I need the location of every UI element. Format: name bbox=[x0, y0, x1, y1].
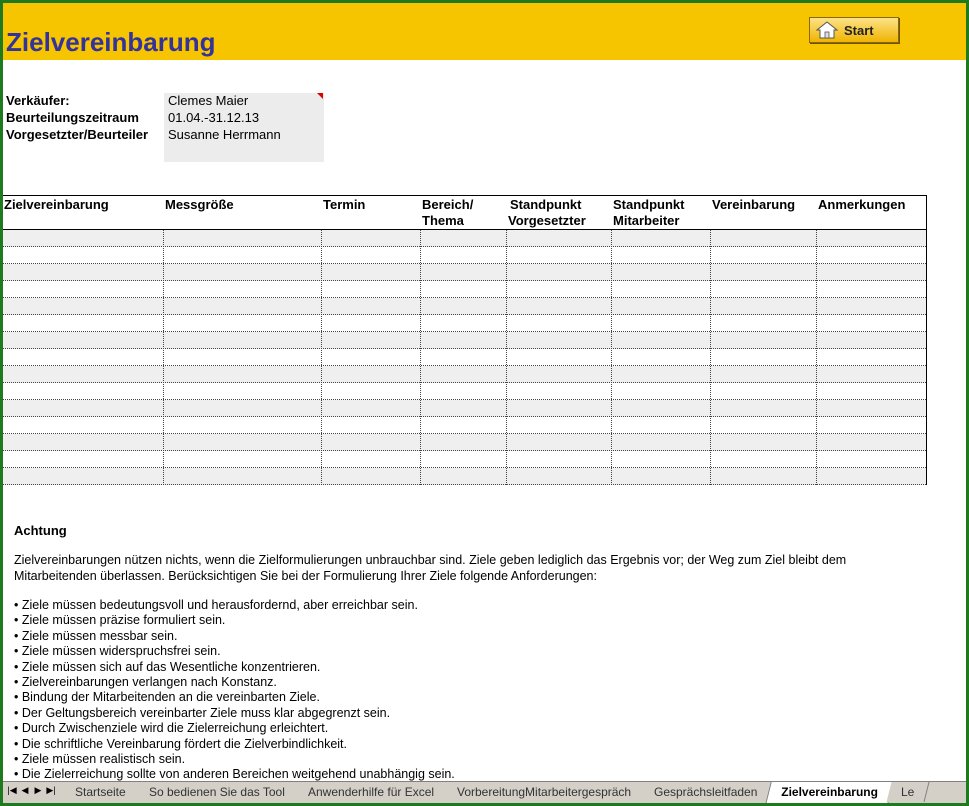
table-row[interactable] bbox=[3, 247, 926, 264]
start-button[interactable] bbox=[809, 17, 899, 43]
table-row[interactable] bbox=[3, 264, 926, 281]
list-item: • Bindung der Mitarbeitenden an die vereinbarten Ziele. bbox=[14, 690, 320, 705]
start-button-label: Start bbox=[844, 22, 874, 38]
list-item: • Der Geltungsbereich vereinbarter Ziele muss klar abgegrenzt sein. bbox=[14, 705, 391, 720]
list-item: • Ziele müssen realistisch sein. bbox=[14, 752, 186, 767]
next-sheet-icon[interactable]: ▶ bbox=[34, 785, 42, 795]
table-row[interactable] bbox=[3, 349, 926, 366]
column-divider bbox=[163, 230, 164, 485]
prev-sheet-icon[interactable]: ◀ bbox=[21, 785, 29, 795]
column-header-anmerkungen: Anmerkungen bbox=[818, 197, 906, 212]
header-band bbox=[3, 3, 966, 60]
column-divider bbox=[611, 230, 612, 485]
tab-sheet[interactable] bbox=[293, 782, 449, 802]
table-row[interactable] bbox=[3, 434, 926, 451]
list-item: • Ziele müssen präzise formuliert sein. bbox=[14, 613, 226, 628]
tab-label: Anwenderhilfe für Excel bbox=[307, 785, 434, 799]
column-header-messgroesse: Messgröße bbox=[165, 197, 234, 212]
tab-label: VorbereitungMitarbeitergespräch bbox=[456, 785, 631, 799]
column-header-standpunkt-vorgesetzter: Standpunkt Vorgesetzter bbox=[508, 197, 586, 228]
tab-sheet[interactable] bbox=[442, 782, 646, 802]
info-label: Vorgesetzter/Beurteiler bbox=[6, 127, 149, 142]
sheet-tabs bbox=[65, 782, 927, 804]
list-item: • Zielvereinbarungen verlangen nach Konstanz. bbox=[14, 675, 277, 690]
page-title: Zielvereinbarung bbox=[6, 27, 216, 57]
column-header-bereich: Bereich/ Thema bbox=[422, 197, 474, 228]
column-divider bbox=[321, 230, 322, 485]
first-sheet-icon[interactable]: |◀ bbox=[7, 785, 17, 795]
column-divider bbox=[420, 230, 421, 485]
info-value[interactable]: 01.04.-31.12.13 bbox=[168, 110, 260, 125]
column-header-standpunkt-mitarbeiter: Standpunkt Mitarbeiter bbox=[613, 197, 685, 228]
comment-indicator[interactable] bbox=[317, 93, 323, 99]
info-value[interactable]: Clemes Maier bbox=[168, 93, 249, 108]
tab-label: Zielvereinbarung bbox=[781, 785, 879, 799]
notes-paragraph: Zielvereinbarungen nützen nichts, wenn die Zielformulierungen unbrauchbar sind. Ziele geben lediglich das Ergebnis vor; der Weg zum Ziel bleibt dem Mitarbeitenden überlassen. Berücksichtigen Sie bei der Formulierung Ihrer Ziele folgende Anforderungen: bbox=[14, 553, 847, 583]
info-value[interactable]: Susanne Herrmann bbox=[168, 127, 281, 142]
tab-sheet[interactable] bbox=[61, 782, 142, 802]
table-body bbox=[3, 230, 926, 485]
house-icon bbox=[816, 21, 838, 39]
goal-table bbox=[3, 195, 927, 485]
column-header-termin: Termin bbox=[323, 197, 366, 212]
list-item: • Die Zielerreichung sollte von anderen Bereichen weitgehend unabhängig sein. bbox=[14, 767, 455, 782]
tab-navigation bbox=[7, 785, 56, 796]
list-item: • Ziele müssen widerspruchsfrei sein. bbox=[14, 644, 221, 659]
list-item: • Ziele müssen messbar sein. bbox=[14, 628, 178, 643]
info-label: Verkäufer: bbox=[6, 93, 70, 108]
notes-section bbox=[14, 523, 914, 783]
tab-label: So bedienen Sie das Tool bbox=[148, 785, 285, 799]
tab-label: Startseite bbox=[75, 785, 126, 799]
table-row[interactable] bbox=[3, 417, 926, 434]
table-row[interactable] bbox=[3, 383, 926, 400]
table-row[interactable] bbox=[3, 468, 926, 485]
table-row[interactable] bbox=[3, 230, 926, 247]
table-row[interactable] bbox=[3, 366, 926, 383]
column-divider bbox=[710, 230, 711, 485]
column-divider bbox=[506, 230, 507, 485]
info-label: Beurteilungszeitraum bbox=[6, 110, 139, 125]
last-sheet-icon[interactable]: ▶| bbox=[46, 785, 56, 795]
requirements-list bbox=[14, 598, 914, 783]
tab-sheet[interactable] bbox=[765, 782, 893, 804]
tab-sheet[interactable] bbox=[886, 782, 929, 802]
table-row[interactable] bbox=[3, 400, 926, 417]
column-divider bbox=[816, 230, 817, 485]
notes-title: Achtung bbox=[14, 523, 67, 538]
tab-sheet[interactable] bbox=[639, 782, 772, 802]
tab-sheet[interactable] bbox=[134, 782, 300, 802]
sheet-tab-bar bbox=[3, 781, 969, 803]
table-row[interactable] bbox=[3, 298, 926, 315]
tab-label: Le bbox=[900, 785, 915, 799]
table-header bbox=[3, 196, 926, 230]
table-row[interactable] bbox=[3, 315, 926, 332]
list-item: • Durch Zwischenziele wird die Zielerreichung erleichtert. bbox=[14, 721, 329, 736]
list-item: • Ziele müssen bedeutungsvoll und herausfordernd, aber erreichbar sein. bbox=[14, 598, 418, 612]
table-row[interactable] bbox=[3, 332, 926, 349]
tab-label: Gesprächsleitfaden bbox=[653, 785, 758, 799]
column-header-zielvereinbarung: Zielvereinbarung bbox=[4, 197, 109, 212]
column-header-vereinbarung: Vereinbarung bbox=[712, 197, 796, 212]
list-item: • Die schriftliche Vereinbarung fördert die Zielverbindlichkeit. bbox=[14, 736, 348, 751]
table-row[interactable] bbox=[3, 281, 926, 298]
table-row[interactable] bbox=[3, 451, 926, 468]
list-item: • Ziele müssen sich auf das Wesentliche konzentrieren. bbox=[14, 659, 321, 674]
